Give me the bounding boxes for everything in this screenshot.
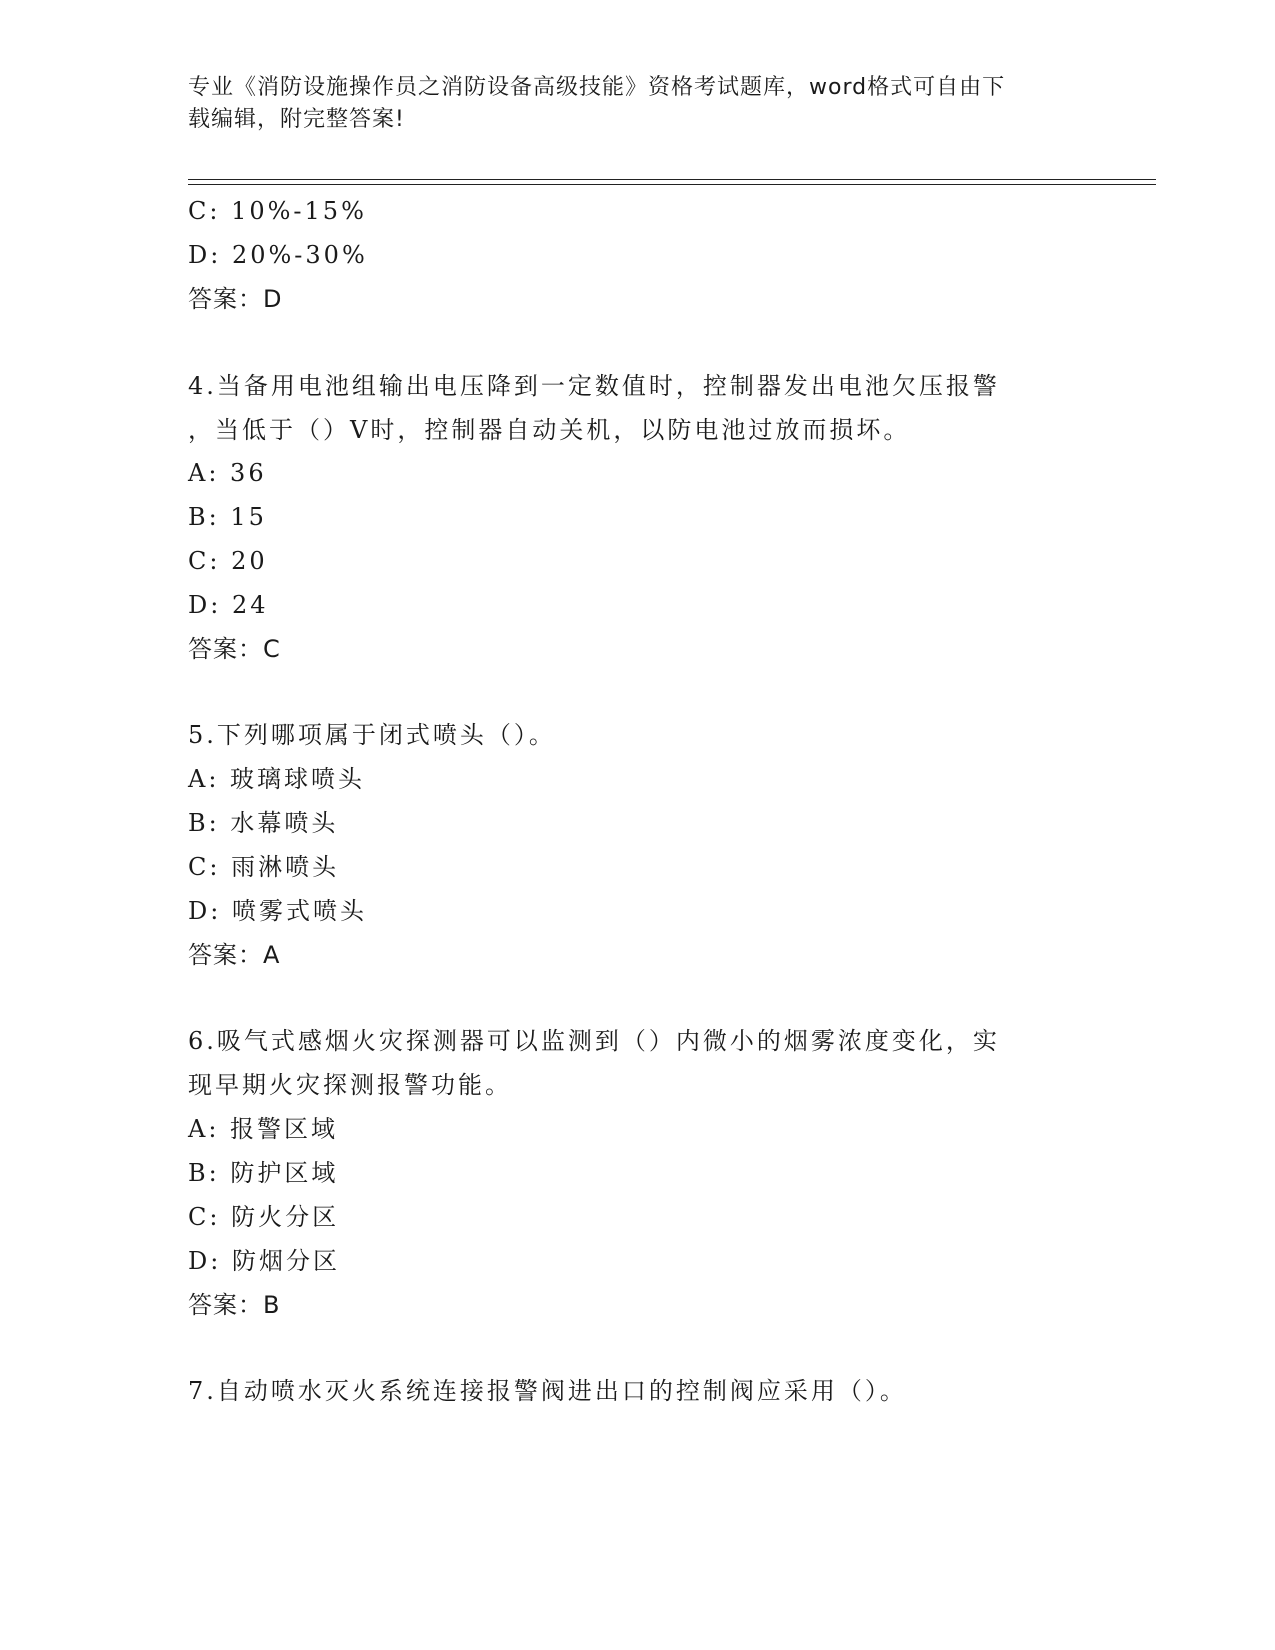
q6-option-c: C: 防火分区	[188, 1203, 340, 1231]
q7-stem: 7.自动喷水灭火系统连接报警阀进出口的控制阀应采用（）。	[188, 1377, 907, 1405]
q5-answer: 答案：A	[188, 941, 281, 969]
q6-option-a: A: 报警区域	[188, 1115, 339, 1143]
header-line-2: 载编辑，附完整答案!	[188, 107, 405, 132]
q4-option-c: C: 20	[188, 547, 268, 575]
q4-option-a: A: 36	[188, 459, 267, 487]
q4-option-d: D: 24	[188, 591, 269, 619]
q4-stem-line-1: 4.当备用电池组输出电压降到一定数值时，控制器发出电池欠压报警	[188, 372, 1000, 400]
q6-stem-line-1: 6.吸气式感烟火灾探测器可以监测到（）内微小的烟雾浓度变化，实	[188, 1027, 1000, 1055]
q5-stem: 5.下列哪项属于闭式喷头（）。	[188, 721, 556, 749]
q5-option-a: A: 玻璃球喷头	[188, 765, 366, 793]
q6-option-b: B: 防护区域	[188, 1159, 339, 1187]
q6-stem-line-2: 现早期火灾探测报警功能。	[188, 1071, 512, 1099]
q6-answer: 答案：B	[188, 1291, 281, 1319]
header-divider-top	[188, 179, 1156, 180]
q3-option-c: C: 10%-15%	[188, 197, 367, 225]
q4-answer: 答案：C	[188, 635, 281, 663]
q5-option-d: D: 喷雾式喷头	[188, 897, 367, 925]
q5-option-c: C: 雨淋喷头	[188, 853, 340, 881]
document-header	[188, 72, 1088, 136]
header-divider-bottom	[188, 184, 1156, 185]
q5-option-b: B: 水幕喷头	[188, 809, 339, 837]
q3-answer: 答案：D	[188, 285, 283, 313]
q6-option-d: D: 防烟分区	[188, 1247, 340, 1275]
q4-option-b: B: 15	[188, 503, 267, 531]
q4-stem-line-2: ，当低于（）V时，控制器自动关机，以防电池过放而损坏。	[188, 416, 911, 444]
header-line-1: 专业《消防设施操作员之消防设备高级技能》资格考试题库，word格式可自由下	[188, 75, 1006, 100]
q3-option-d: D: 20%-30%	[188, 241, 368, 269]
